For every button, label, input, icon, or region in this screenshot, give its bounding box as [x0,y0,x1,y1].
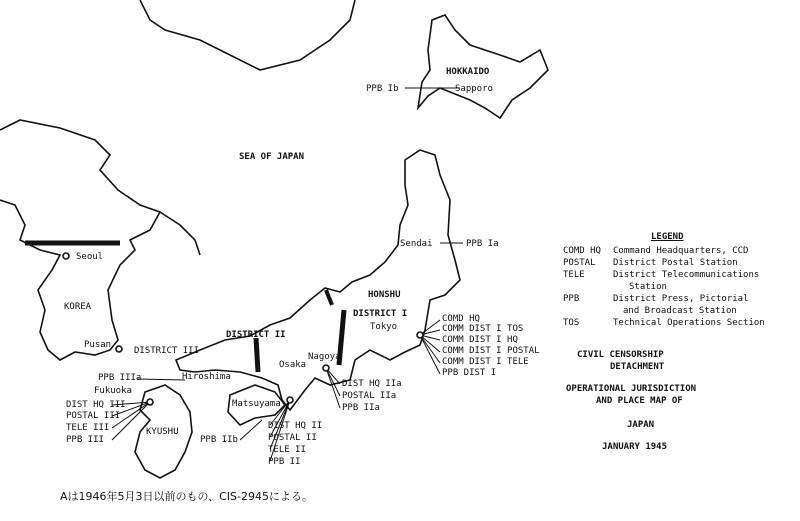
leader-ppb-iiia [137,379,185,380]
legend-desc: Technical Operations Section [613,318,765,328]
legend-item [563,258,738,268]
pusan-label: Pusan [84,340,112,350]
ppb-ib-label: PPB Ib [366,84,399,94]
marker-osaka [287,397,293,403]
station-label: POSTAL II [268,433,317,443]
legend-abbr: TOS [563,318,580,328]
hiroshima-label: Hiroshima [182,372,231,382]
station-label: TELE II [268,445,306,455]
title-line-1: CIVIL CENSORSHIP [577,350,664,360]
leaders-nagoya [326,368,340,408]
hokkaido-label: HOKKAIDO [446,67,490,77]
station-label: COMM DIST I TOS [442,324,524,334]
ppb-iiia-label: PPB IIIa [98,373,142,383]
legend-desc: District Postal Station [613,258,738,268]
sapporo-label: Sapporo [455,84,493,94]
honshu-label: HONSHU [368,290,401,300]
marker-nagoya [323,365,329,371]
legend-abbr: PPB [563,294,580,304]
legend-desc: Command Headquarters, CCD [613,246,749,256]
fukuoka-label: Fukuoka [94,386,132,396]
legend-item [563,270,759,280]
honshu-outline [176,150,460,410]
legend-abbr: COMD HQ [563,246,601,256]
station-label: PPB IIa [342,403,380,413]
station-label: PPB II [268,457,301,467]
marker-pusan [116,346,122,352]
kyushu-label: KYUSHU [146,427,179,437]
korea-label: KOREA [64,302,92,312]
station-label: PPB III [66,435,104,445]
marker-tokyo [417,332,423,338]
leaders-district-i [420,320,440,374]
marker-fukuoka [147,399,153,405]
legend-item [563,246,748,256]
legend-desc-cont: and Broadcast Station [623,306,737,316]
korea-east-coast [160,212,200,255]
legend-desc-cont: Station [629,282,667,292]
sendai-label: Sendai [400,239,433,249]
osaka-label: Osaka [279,360,307,370]
tokyo-label: Tokyo [370,322,398,332]
title-line-6: JANUARY 1945 [602,442,668,452]
district-boundary-ii [256,338,258,372]
legend-title: LEGEND [651,232,684,242]
district-iii-label: DISTRICT III [134,346,200,356]
title-line-3: OPERATIONAL JURISDICTION [566,384,697,394]
station-label: COMD HQ [442,314,480,324]
ppb-iib-label: PPB IIb [200,435,238,445]
legend-item [563,294,748,304]
station-label: DIST HQ IIa [342,379,402,389]
legend-desc: District Telecommunications [613,270,760,280]
station-label: POSTAL IIa [342,391,397,401]
matsuyama-label: Matsuyama [232,399,281,409]
station-label: DIST HQ III [66,400,126,410]
seoul-label: Seoul [76,252,104,262]
legend-abbr: POSTAL [563,258,596,268]
station-label: COMM DIST I HQ [442,335,518,345]
title-line-5: JAPAN [627,420,655,430]
legend-abbr: TELE [563,270,585,280]
station-label: TELE III [66,423,110,433]
caption: Aは1946年5月3日以前のもの、CIS-2945による。 [60,490,313,503]
station-label: POSTAL III [66,411,121,421]
nagoya-label: Nagoya [308,352,341,362]
legend-desc: District Press, Pictorial [613,294,749,304]
district-i-label: DISTRICT I [353,309,408,319]
title-line-4: AND PLACE MAP OF [596,396,683,406]
district-ii-label: DISTRICT II [226,330,286,340]
marker-seoul [63,253,69,259]
ppb-ia-label: PPB Ia [466,239,499,249]
station-label: DIST HQ II [268,421,323,431]
title-line-2: DETACHMENT [610,362,665,372]
station-label: COMM DIST I TELE [442,357,529,367]
station-label: COMM DIST I POSTAL [442,346,540,356]
district-boundary-i-b [326,290,332,305]
sea-of-japan-label: SEA OF JAPAN [239,152,305,162]
station-label: PPB DIST I [442,368,497,378]
mainland-north-coast [140,0,355,70]
legend-item [563,318,765,328]
mainland-coast [0,120,160,360]
